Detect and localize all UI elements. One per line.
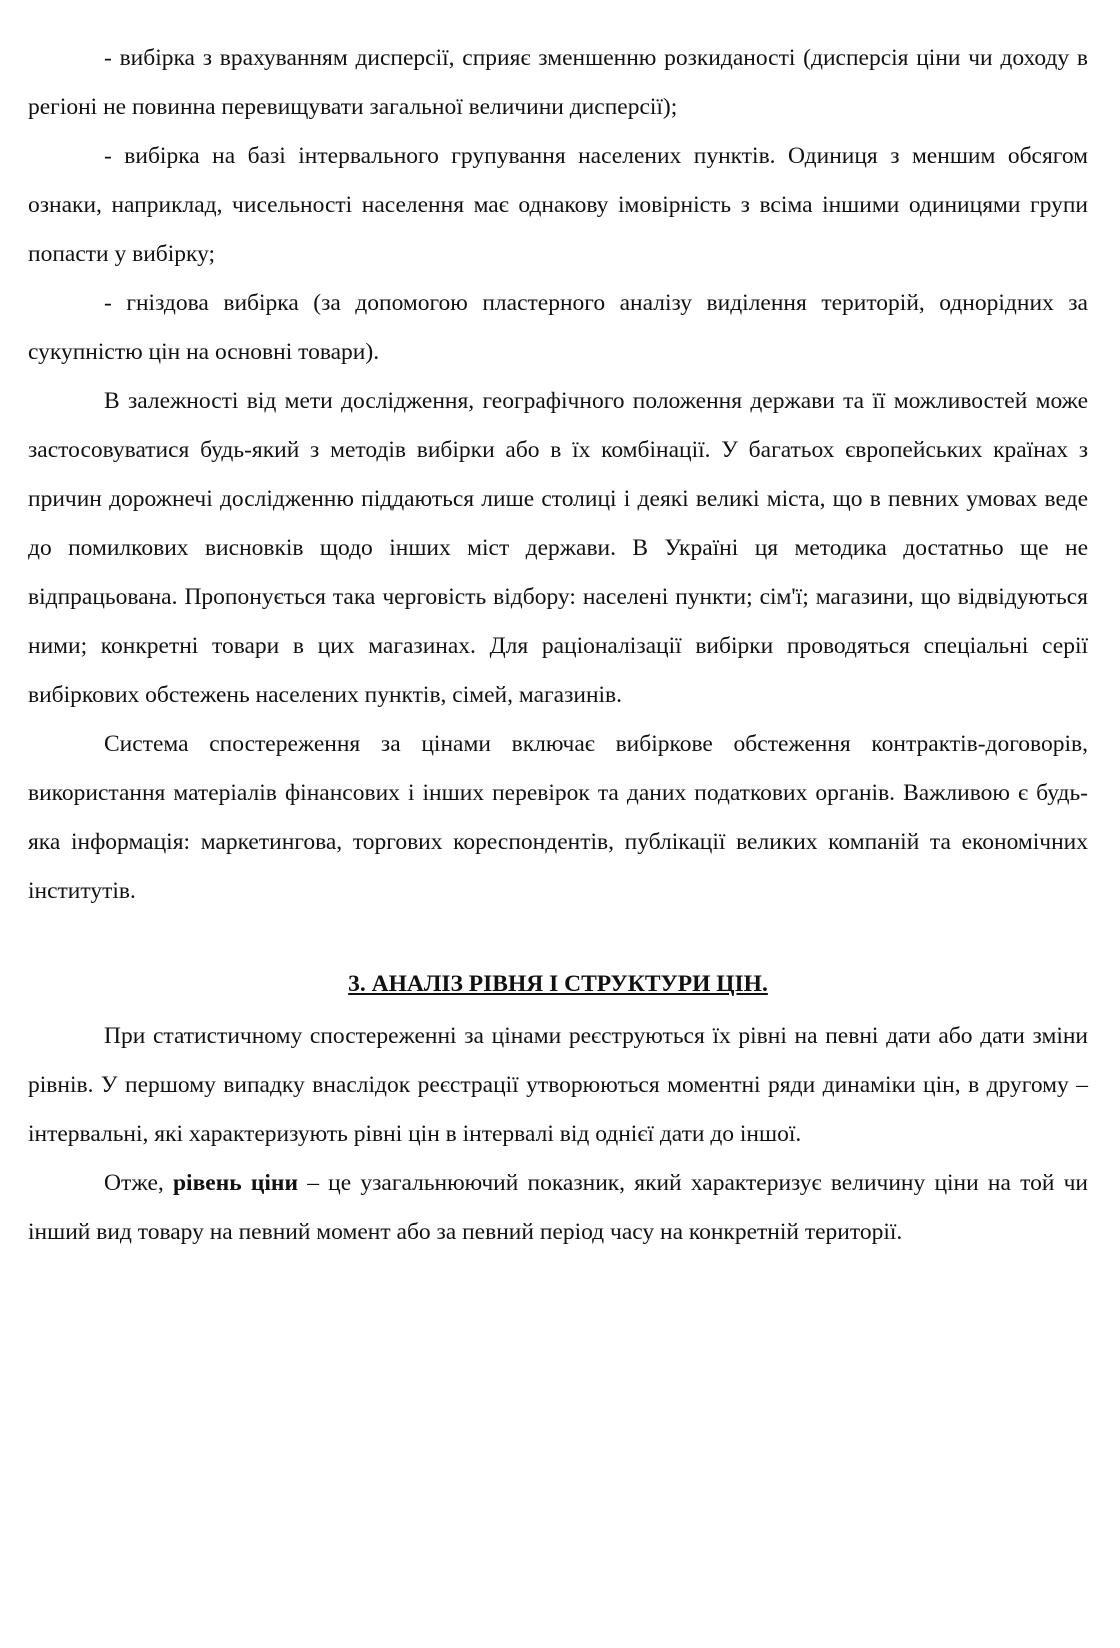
paragraph-price-monitoring-system: Система спостереження за цінами включає вибіркове обстеження контрактів-договорів, використання матеріалів фінансових і інших перевірок та даних податкових органів. Важливою є будь-яка інформація: маркетингова, торгових кореспондентів, публікації великих компаній та економічних інститутів. [28,731,1088,904]
bullet-dispersion-sample: - вибірка з врахуванням дисперсії, сприяє зменшенню розкиданості (дисперсія ціни чи доходу в регіоні не повинна перевищувати загальної величини дисперсії); [28,45,1088,120]
paragraph-price-level-definition [28,1159,1088,1257]
definition-prefix: Отже, [104,1170,173,1196]
definition-term: рівень ціни [172,1170,299,1196]
definition-suffix: – це узагальнюючий показник, який характеризує величину ціни на той чи інший вид товару на певний момент або за певний період часу на конкретній території. [28,1170,1088,1245]
paragraph-price-registration: При статистичному спостереженні за цінами реєструються їх рівні на певні дати або дати зміни рівнів. У першому випадку внаслідок реєстрації утворюються моментні ряди динаміки цін, в другому – інтервальні, які характеризують рівні цін в інтервалі від однієї дати до іншої. [28,1023,1088,1147]
document-page [28,34,1088,1257]
paragraph-sampling-methods: В залежності від мети дослідження, географічного положення держави та її можливостей може застосовуватися будь-який з методів вибірки або в їх комбінації. У багатьох європейських країнах з причин дорожнечі дослідженню піддаються лише столиці і деякі великі міста, що в певних умовах веде до помилкових висновків щодо інших міст держави. В Україні ця методика достатньо ще не відпрацьована. Пропонується така черговість відбору: населені пункти; сім'ї; магазини, що відвідуються ними; конкретні товари в цих магазинах. Для раціоналізації вибірки проводяться спеціальні серії вибіркових обстежень населених пунктів, сімей, магазинів. [28,388,1088,708]
section-spacer [28,916,1088,960]
bullet-cluster-sample: - гніздова вибірка (за допомогою пластерного аналізу виділення територій, однорідних за сукупністю цін на основні товари). [28,290,1088,365]
section-heading: 3. АНАЛІЗ РІВНЯ І СТРУКТУРИ ЦІН. [348,971,768,997]
bullet-interval-grouping-sample: - вибірка на базі інтервального групування населених пунктів. Одиниця з меншим обсягом ознаки, наприклад, чисельності населення має однакову імовірність з всіма іншими одиницями групи попасти у вибірку; [28,143,1088,267]
